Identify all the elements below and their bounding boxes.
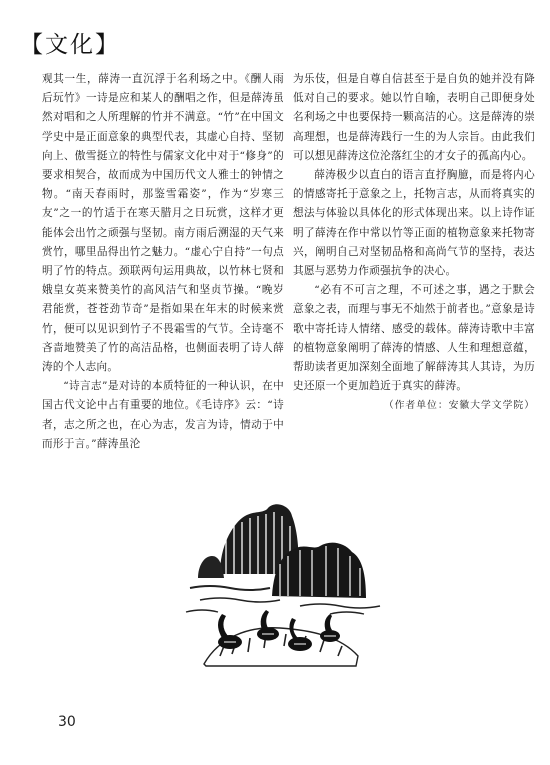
- section-title: 【文化】: [20, 32, 120, 58]
- article-paragraph: “诗言志”是对诗的本质特征的一种认识，在中国古代文论中占有重要的地位。《毛诗序》云：“诗者，志之所之也，在心为志，发言为诗，情动于中而形于言。”薛涛虽沦: [42, 380, 284, 450]
- page-number: 30: [58, 714, 76, 730]
- article-paragraph: 观其一生，薛涛一直沉浮于名利场之中。《酬人雨后玩竹》一诗是应和某人的酬唱之作，但是薛涛虽然对唱和之人所理解的竹并不满意。“竹”在中国文学史中是正面意象的典型代表，其虚心自持、坚韧向上、傲雪挺立的特性与儒家文化中对于“修身”的要求相契合，故而成为中国历代文人雅士的钟情之物。“南天春雨时，那鉴雪霜姿”，作为“岁寒三友”之一的竹适于在寒天腊月之日玩赏，这样才更能体会出竹之顽强与坚韧。南方雨后溯湿的天气来赏竹，哪里品得出竹之魅力。“虚心宁自持”一句点明了竹的特点。颈联两句运用典故，以竹林七贤和娥皇女英来赞美竹的高风洁气和坚贞节操。“晚岁君能赏，苍苍劲节奇”是指如果在年末的时候来赏竹，便可以见识到竹子不畏霜雪的气节。全诗毫不吝啬地赞美了竹的高洁品格，也侧面表明了诗人薛涛的个人志向。: [42, 73, 284, 374]
- article-paragraph: 为乐伎，但是自尊自信甚至于是自负的她并没有降低对自己的要求。她以竹自喻，表明自己即便身处名利场之中也要保持一颗高洁的心。这是薛涛的崇高理想，也是薛涛践行一生的为人宗旨。由此我们可以想见薛涛这位沦落红尘的才女子的孤高内心。: [293, 73, 535, 162]
- author-affiliation: （作者单位：安徽大学文学院）: [383, 400, 535, 412]
- article-right-column: [293, 70, 535, 416]
- article-paragraph: 薛涛极少以直白的语言直抒胸臆，而是将内心的情感寄托于意象之上，托物言志，从而将真实的想法与体验以具体化的形式体现出来。以上诗作证明了薛涛在作中常以竹等正面的植物意象来托物寄兴，阐明自己对坚韧品格和高尚气节的坚持，表达其愿与恶势力作顽强抗争的决心。: [293, 169, 535, 278]
- ink-landscape-with-cranes-icon: [180, 496, 390, 671]
- article-left-column: [42, 70, 284, 454]
- article-paragraph: “必有不可言之理，不可述之事，遇之于默会意象之表，而理与事无不灿然于前者也。”意象是诗歌中寄托诗人情绪、感受的载体。薛涛诗歌中丰富的植物意象阐明了薛涛的情感、人生和理想意蕴，帮助读者更加深刻全面地了解薛涛其人其诗，为历史还原一个更加趋近于真实的薛涛。: [293, 284, 535, 393]
